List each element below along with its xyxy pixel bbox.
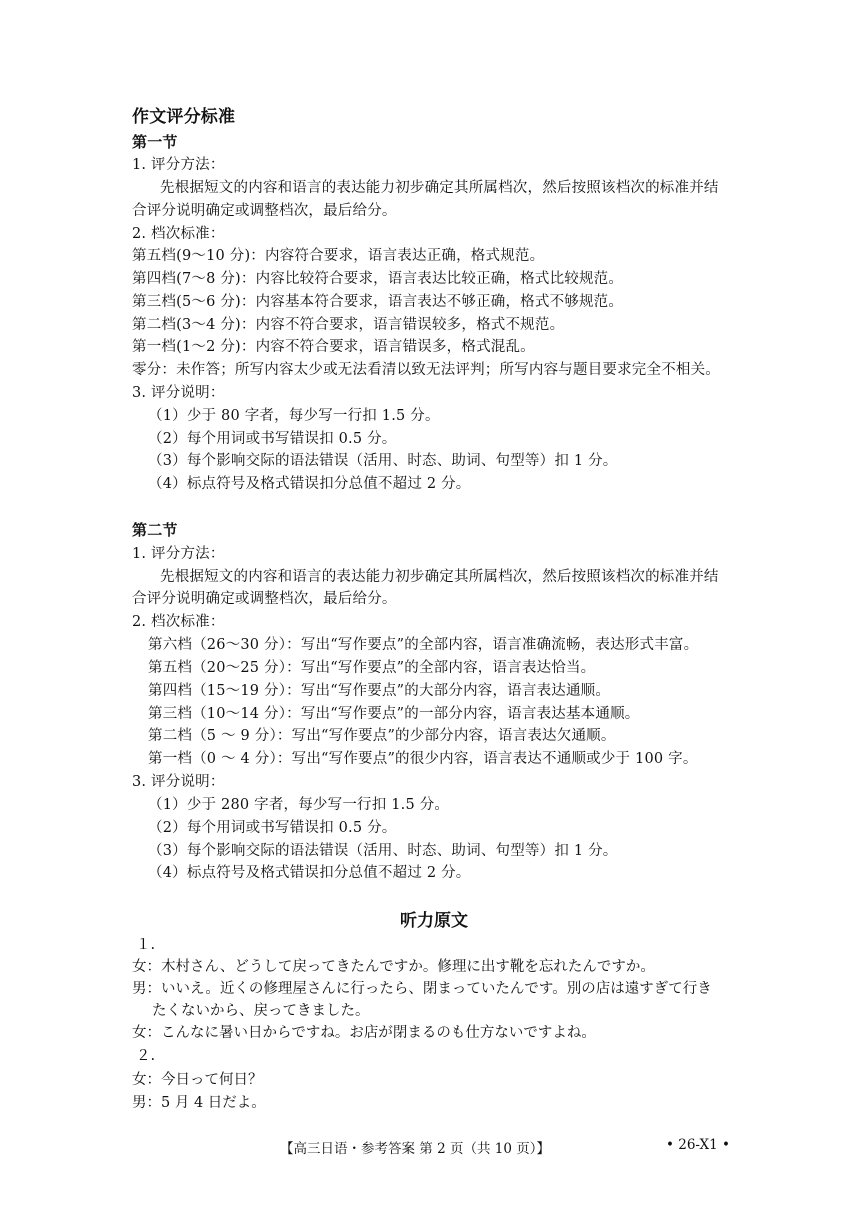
page-footer: 【高三日语・参考答案 第 2 页（共 10 页）】 [280, 1141, 550, 1157]
section1-note: （1）少于 80 字者，每少写一行扣 1.5 分。 [148, 408, 440, 424]
section2-notes-label: 3. 评分说明： [132, 774, 225, 790]
dialog-line: たくないから、戻ってきました。 [152, 1003, 370, 1019]
section2-method-line1: 先根据短文的内容和语言的表达能力初步确定其所属档次，然后按照该档次的标准并结 [160, 569, 719, 585]
dialog-line: 女：今日って何日？ [132, 1072, 263, 1088]
section2-method-line2: 合评分说明确定或调整档次，最后给分。 [132, 591, 397, 607]
question-number: ２. [136, 1048, 156, 1064]
footer-code: • 26-X1 • [666, 1137, 730, 1153]
section2-level: 第五档（20～25 分）：写出“写作要点”的全部内容，语言表达恰当。 [148, 660, 596, 676]
dialog-line: 男：5 月 4 日だよ。 [132, 1095, 266, 1111]
section1-method-line1: 先根据短文的内容和语言的表达能力初步确定其所属档次，然后按照该档次的标准并结 [160, 180, 719, 196]
section2-levels-label: 2. 档次标准： [132, 614, 225, 630]
section2-method-label: 1. 评分方法： [132, 546, 225, 562]
section1-notes-label: 3. 评分说明： [132, 385, 225, 401]
section2-note: （2）每个用词或书写错误扣 0.5 分。 [148, 820, 397, 836]
section1-level: 第四档(7～8 分)：内容比较符合要求，语言表达比较正确，格式比较规范。 [132, 271, 624, 287]
section2-note: （1）少于 280 字者，每少写一行扣 1.5 分。 [148, 797, 450, 813]
section1-level: 零分：未作答；所写内容太少或无法看清以致无法评判；所写内容与题目要求完全不相关。 [132, 362, 720, 378]
section2-level: 第四档（15～19 分）：写出“写作要点”的大部分内容，语言表达通顺。 [148, 683, 611, 699]
section1-title: 作文评分标准 [132, 107, 236, 127]
section1-method-line2: 合评分说明确定或调整档次，最后给分。 [132, 203, 397, 219]
question-number: １. [136, 937, 156, 953]
section2-note: （4）标点符号及格式错误扣分总值不超过 2 分。 [148, 865, 471, 881]
section1-note: （2）每个用词或书写错误扣 0.5 分。 [148, 431, 397, 447]
section1-level: 第一档(1～2 分)：内容不符合要求，语言错误多，格式混乱。 [132, 339, 535, 355]
section1-level: 第二档(3～4 分)：内容不符合要求，语言错误较多，格式不规范。 [132, 317, 565, 333]
dialog-line: 男：いいえ。近くの修理屋さんに行ったら、閉まっていたんです。別の店は遠すぎて行き [132, 981, 712, 997]
section2-level: 第三档（10～14 分）：写出“写作要点”的一部分内容，语言表达基本通顺。 [148, 706, 640, 722]
dialog-line: 女：こんなに暑い日からですね。お店が閉まるのも仕方ないですよね。 [132, 1025, 596, 1041]
section2-level: 第六档（26～30 分）：写出“写作要点”的全部内容，语言准确流畅，表达形式丰富。 [148, 637, 699, 653]
section1-note: （3）每个影响交际的语法错误（活用、时态、助词、句型等）扣 1 分。 [148, 453, 618, 469]
dialog-line: 女：木村さん、どうして戻ってきたんですか。修理に出す靴を忘れたんですか。 [132, 959, 655, 975]
section2-level: 第二档（5 ～ 9 分）：写出“写作要点”的少部分内容，语言表达欠通顺。 [148, 728, 616, 744]
listening-title: 听力原文 [400, 911, 468, 931]
section1-heading: 第一节 [132, 133, 178, 151]
section1-note: （4）标点符号及格式错误扣分总值不超过 2 分。 [148, 476, 471, 492]
section1-levels-label: 2. 档次标准： [132, 226, 225, 242]
section1-method-label: 1. 评分方法： [132, 157, 225, 173]
section2-level: 第一档（0 ～ 4 分）：写出“写作要点”的很少内容，语言表达不通顺或少于 100 字。 [148, 751, 698, 767]
section2-heading: 第二节 [132, 521, 178, 539]
section1-level: 第五档(9～10 分)：内容符合要求，语言表达正确，格式规范。 [132, 248, 545, 264]
section1-level: 第三档(5～6 分)：内容基本符合要求，语言表达不够正确，格式不够规范。 [132, 294, 624, 310]
section2-note: （3）每个影响交际的语法错误（活用、时态、助词、句型等）扣 1 分。 [148, 843, 618, 859]
